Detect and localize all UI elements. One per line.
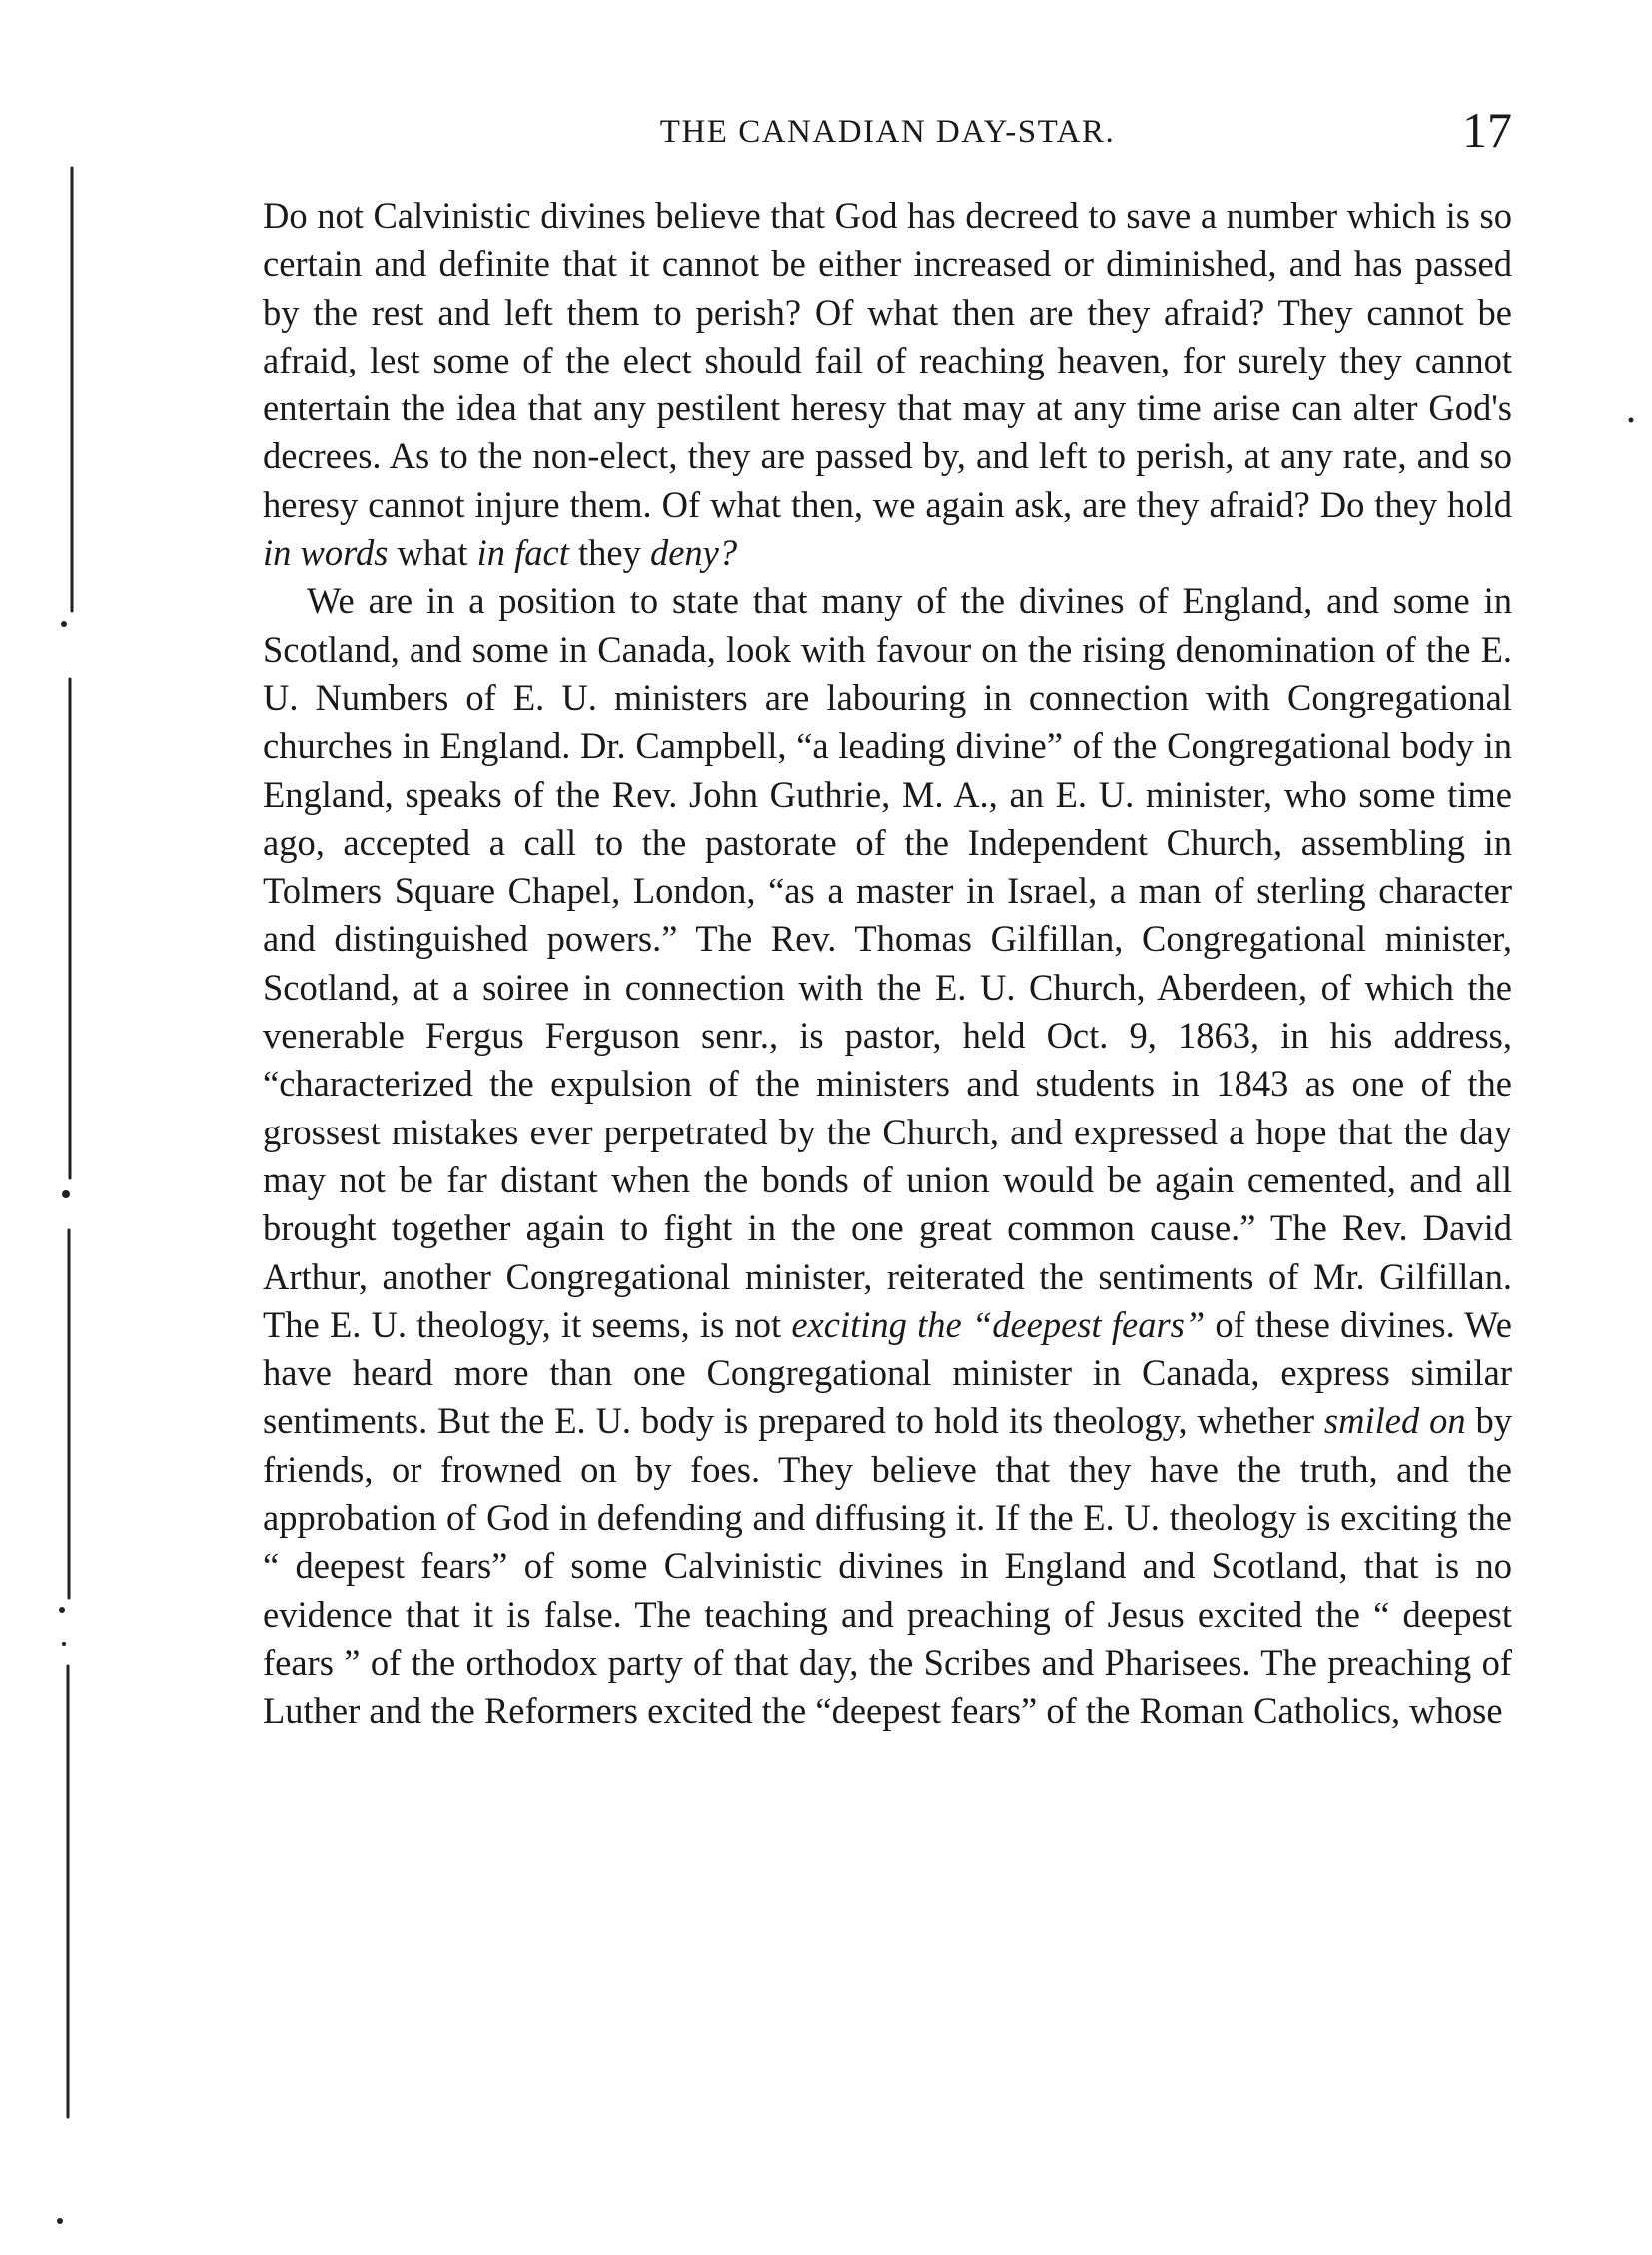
margin-dot bbox=[62, 1190, 70, 1198]
paragraph-1 bbox=[263, 192, 1512, 577]
text-run: by friends, or frowned on by foes. They believe that they have the truth, and the approbation of God in defending and diffusing it. If the E. U. theology is exciting the “ deepest fears” of some Calvinistic divines in England and Scotland, that is no evidence that it is false. The teaching and preaching of Jesus excited the “ deepest fears ” of the orthodox party of that day, the Scribes and Pharisees. The preaching of Luther and the Reformers excited the “deepest fears” of the Roman Catholics, whose bbox=[263, 1400, 1513, 1732]
italic-run: in words bbox=[263, 532, 389, 574]
text-run: they bbox=[568, 532, 650, 574]
body-text bbox=[263, 192, 1512, 1736]
text-run: Do not Calvinistic divines believe that God has decreed to save a number which is so certain and definite that it cannot be either increased or diminished, and has passed by the rest and left them to perish? Of what then are they afraid? They cannot be afraid, lest some of the elect should fail of reaching heaven, for surely they cannot entertain the idea that any pestilent heresy that may at any time arise can alter God's decrees. As to the non-elect, they are passed by, and left to perish, at any rate, and so heresy cannot injure them. Of what then, we again ask, are they afraid? Do they hold bbox=[263, 195, 1512, 525]
page-number: 17 bbox=[1462, 102, 1512, 158]
margin-dot bbox=[62, 1642, 66, 1646]
italic-run: smiled on bbox=[1323, 1400, 1466, 1442]
margin-dot bbox=[59, 1607, 65, 1613]
paragraph-2 bbox=[263, 577, 1512, 1735]
italic-run: deny? bbox=[649, 532, 738, 574]
page-header bbox=[263, 100, 1512, 160]
text-run: of these divines. We have heard more than one Congregational minister in Canada, express similar sentiments. But the E. U. body is prepared to hold its theology, whether bbox=[263, 1303, 1513, 1442]
margin-dot bbox=[57, 2218, 63, 2224]
text-run: what bbox=[388, 532, 477, 574]
italic-run: exciting the “deepest fears” bbox=[791, 1303, 1206, 1345]
margin-dot bbox=[61, 621, 67, 627]
italic-run: in fact bbox=[476, 532, 569, 574]
running-title: THE CANADIAN DAY-STAR. bbox=[659, 114, 1116, 150]
text-run: We are in a position to state that many of the divines of England, and some in Scotland, and some in Canada, look with favour on the rising denomination of the E. U. Numbers of E. U. ministers are labouring in connection with Congregational churches in England. Dr. Campbell, “a leading divine” of the Congregational body in England, speaks of the Rev. John Guthrie, M. A., an E. U. minister, who some time ago, accepted a call to the pastorate of the Independent Church, assembling in Tolmers Square Chapel, London, “as a master in Israel, a man of sterling character and distinguished powers.” The Rev. Thomas Gilfillan, Congregational minister, Scotland, at a soiree in connection with the E. U. Church, Aberdeen, of which the venerable Fergus Ferguson senr., is pastor, held Oct. 9, 1863, in his address, “characterized the expulsion of the ministers and students in 1843 as one of the grossest mistakes ever perpetrated by the Church, and expressed a hope that the day may not be far distant when the bonds of union would be again cemented, and all brought together again to fight in the one great common cause.” The Rev. David Arthur, another Congregational minister, reiterated the sentiments of Mr. Gilfillan. The E. U. theology, it seems, is not bbox=[263, 580, 1512, 1345]
margin-dot bbox=[1629, 418, 1634, 423]
